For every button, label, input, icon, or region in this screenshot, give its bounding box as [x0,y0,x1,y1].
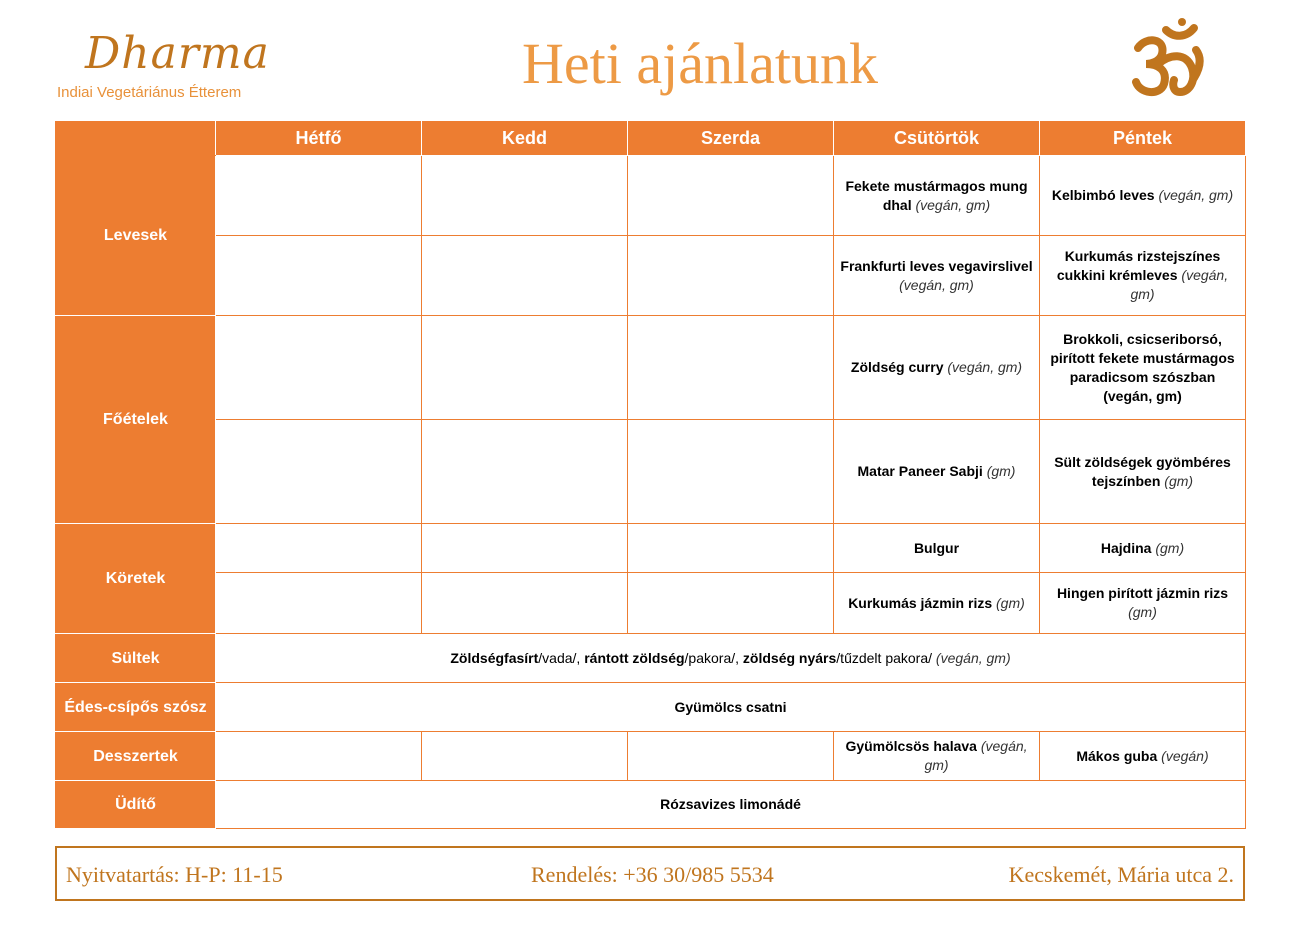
empty-cell [628,732,834,781]
day-header-wednesday: Szerda [628,122,834,156]
menu-cell [834,573,1040,634]
empty-cell [422,524,628,573]
dish-note: (vegán, gm) [1130,267,1229,302]
dish-note: (vegán, gm) [924,738,1028,773]
day-header-thursday: Csütörtök [834,122,1040,156]
address: Kecskemét, Mária utca 2. [1008,862,1234,887]
empty-cell [628,524,834,573]
page-title: Heti ajánlatunk [522,31,878,96]
order-phone: Rendelés: +36 30/985 5534 [531,862,774,887]
day-header-friday: Péntek [1040,122,1246,156]
footer-info-box [55,846,1245,901]
empty-cell [216,236,422,316]
dish-name: zöldség nyárs [742,649,837,666]
dish-note: (vegán) [1161,747,1209,764]
om-symbol-icon [1128,18,1208,100]
menu-cell [834,420,1040,524]
dish-note: (vegán, gm) [899,276,974,293]
table-row [56,573,1246,634]
empty-cell [422,732,628,781]
table-row [56,524,1246,573]
dish-alias: /pakora/, [684,649,743,666]
dish-note: (vegán, gm) [1158,187,1234,203]
day-header-tuesday: Kedd [422,122,628,156]
dish-note: (vegán, gm) [935,649,1011,666]
empty-cell [628,236,834,316]
empty-cell [216,316,422,420]
dish-alias: /tűzdelt pakora/ [836,649,936,666]
empty-cell [422,573,628,634]
table-row [56,156,1246,236]
day-header-row [56,122,1246,156]
dish-name: Zöldség curry [850,359,944,375]
menu-cell [1040,316,1246,420]
dish-name: Brokkoli, csicseriborsó, pirított fekete mustármagos paradicsom szószban (vegán, gm) [1050,330,1235,404]
logo-name: Dharma [85,28,270,79]
empty-cell [216,573,422,634]
dish-name: Hingen pirított jázmin rizs [1056,585,1229,601]
category-drinks: Üdítő [56,781,216,829]
menu-cell [1040,732,1246,781]
empty-cell [628,573,834,634]
dish-alias: /vada/, [538,649,585,666]
empty-cell [422,420,628,524]
menu-cell [834,524,1040,573]
dish-name: rántott zöldség [584,649,685,666]
dish-name: Zöldségfasírt [450,649,539,666]
table-row [56,634,1246,683]
menu-cell [1040,156,1246,236]
category-desserts: Desszertek [56,732,216,781]
dish-name: Matar Paneer Sabji [857,463,983,479]
empty-cell [216,524,422,573]
empty-cell [216,420,422,524]
empty-cell [628,156,834,236]
menu-cell-fried [216,634,1246,683]
category-main-courses: Főételek [56,316,216,524]
opening-hours: Nyitvatartás: H-P: 11-15 [66,862,283,887]
menu-cell-drink [216,781,1246,829]
category-sweet-spicy-sauce: Édes-csípős szósz [56,683,216,732]
category-soups: Levesek [56,156,216,316]
day-header-monday: Hétfő [216,122,422,156]
empty-cell [216,732,422,781]
dish-name: Fekete mustármagos mung dhal [845,177,1028,213]
menu-cell [834,316,1040,420]
restaurant-logo [57,12,277,107]
empty-cell [422,316,628,420]
menu-cell [1040,236,1246,316]
header [0,0,1300,120]
dish-name: Gyümölcs csatni [674,698,787,715]
dish-note: (vegán, gm) [947,359,1023,375]
dish-name: Sült zöldségek gyömbéres tejszínben [1054,453,1231,489]
table-row [56,732,1246,781]
menu-cell [834,156,1040,236]
dish-note: (gm) [996,594,1025,611]
table-row [56,316,1246,420]
menu-cell [1040,524,1246,573]
dish-note: (gm) [1128,604,1157,620]
logo-subtitle: Indiai Vegetáriánus Étterem [57,84,242,101]
menu-cell [1040,420,1246,524]
dish-name: Kelbimbó leves [1051,187,1155,203]
category-fried: Sültek [56,634,216,683]
dish-name: Gyümölcsös halava [845,738,977,754]
table-row [56,683,1246,732]
empty-cell [628,420,834,524]
empty-cell [422,236,628,316]
empty-cell [422,156,628,236]
menu-cell [834,236,1040,316]
dish-name: Bulgur [913,539,960,556]
weekly-menu-table [55,121,1246,829]
table-row [56,236,1246,316]
empty-cell [216,156,422,236]
empty-cell [628,316,834,420]
dish-name: Frankfurti leves vegavirslivel [840,257,1033,274]
dish-name: Kurkumás rizstejszínes cukkini krémleves [1056,248,1221,283]
dish-name: Mákos guba [1076,747,1158,764]
dish-note: (gm) [986,463,1016,479]
menu-cell [1040,573,1246,634]
table-row [56,420,1246,524]
dish-note: (vegán, gm) [915,196,991,213]
dish-name: Hajdina [1100,539,1152,556]
category-side-dishes: Köretek [56,524,216,634]
dish-note: (gm) [1155,539,1185,556]
table-row [56,781,1246,829]
dish-name: Kurkumás jázmin rizs [848,594,993,611]
corner-cell [56,122,216,156]
dish-note: (gm) [1164,472,1194,489]
menu-cell [834,732,1040,781]
dish-name: Rózsavizes limonádé [660,796,801,812]
menu-cell-sauce [216,683,1246,732]
